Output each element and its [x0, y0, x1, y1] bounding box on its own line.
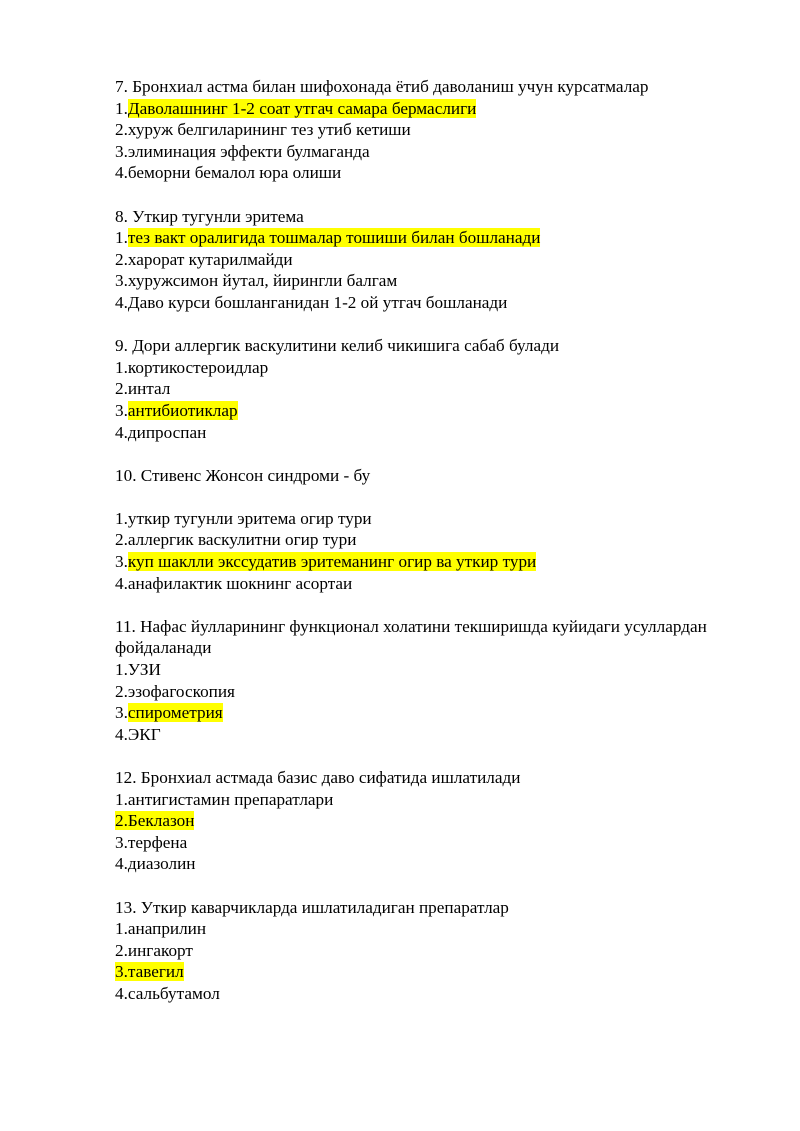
answer-text: дипроспан — [127, 422, 207, 442]
question-text: 9. Дори аллергик васкулитини келиб чикишига сабаб булади — [115, 336, 560, 356]
answer-option — [115, 292, 715, 314]
question-block — [115, 897, 715, 1005]
answer-text: терфена — [127, 832, 188, 852]
answer-number: 4. — [115, 854, 128, 874]
answer-option — [115, 249, 715, 271]
correct-answer-text: Беклазон — [127, 811, 195, 831]
answer-option — [115, 789, 715, 811]
answer-number: 1. — [115, 919, 128, 939]
question-text: 13. Уткир каварчикларда ишлатиладиган препаратлар — [115, 897, 509, 917]
answer-option — [115, 141, 715, 163]
correct-answer-text: спирометрия — [127, 703, 223, 723]
answer-option — [115, 400, 715, 422]
answer-number: 3. — [115, 552, 128, 572]
question-text: 8. Уткир тугунли эритема — [115, 206, 304, 226]
answer-number: 2. — [115, 249, 128, 269]
question-text: 7. Бронхиал астма билан шифохонада ётиб даволаниш учун курсатмалар — [115, 77, 649, 96]
answer-text: элиминация эффекти булмаганда — [127, 141, 370, 161]
answer-text: беморни бемалол юра олиши — [127, 163, 342, 183]
correct-answer-text: куп шаклли экссудатив эритеманинг огир ва уткир тури — [127, 552, 537, 572]
answer-number: 4. — [115, 983, 128, 1003]
answer-option — [115, 227, 715, 249]
answer-text: интал — [127, 379, 171, 399]
answer-option — [115, 551, 715, 573]
answer-number: 1. — [115, 228, 128, 248]
answer-option — [115, 983, 715, 1005]
answer-option — [115, 724, 715, 746]
question-text: 12. Бронхиал астмада базис даво сифатида ишлатилади — [115, 768, 521, 787]
blank-line — [115, 486, 715, 508]
correct-answer-text: тавегил — [127, 962, 184, 982]
answer-text: УЗИ — [127, 660, 161, 680]
answer-option — [115, 961, 715, 983]
answer-number: 1. — [115, 660, 128, 680]
answer-number: 3. — [115, 400, 128, 420]
answer-text: хуружсимон йутал, йирингли балгам — [127, 271, 398, 291]
answer-text: эзофагоскопия — [127, 681, 235, 701]
answer-number: 4. — [115, 163, 128, 183]
answer-text: аллергик васкулитни огир тури — [127, 530, 357, 550]
answer-option — [115, 853, 715, 875]
answer-number: 1. — [115, 789, 128, 809]
answer-text: анафилактик шокнинг асортаи — [127, 573, 353, 593]
answer-option — [115, 681, 715, 703]
answer-text: ЭКГ — [127, 724, 161, 744]
answer-option — [115, 270, 715, 292]
answer-text: ингакорт — [127, 940, 193, 960]
answer-number: 1. — [115, 508, 128, 528]
answer-option — [115, 529, 715, 551]
answer-text: кортикостероидлар — [127, 357, 269, 377]
answer-option — [115, 422, 715, 444]
question-block — [115, 465, 715, 595]
answer-option — [115, 98, 715, 120]
correct-answer-text: антибиотиклар — [127, 400, 238, 420]
answer-number: 4. — [115, 724, 128, 744]
answer-option — [115, 918, 715, 940]
answer-number: 4. — [115, 292, 128, 312]
answer-option — [115, 940, 715, 962]
answer-number: 3. — [115, 271, 128, 291]
answer-option — [115, 810, 715, 832]
correct-answer-text: Даволашнинг 1-2 соат утгач самара бермаслиги — [127, 98, 477, 118]
answer-text: анаприлин — [127, 919, 207, 939]
answer-number: 4. — [115, 422, 128, 442]
answer-option — [115, 378, 715, 400]
answer-text: харорат кутарилмайди — [127, 249, 293, 269]
answer-number: 3. — [115, 962, 128, 982]
answer-option — [115, 832, 715, 854]
answer-number: 2. — [115, 940, 128, 960]
answer-number: 2. — [115, 530, 128, 550]
answer-number: 2. — [115, 681, 128, 701]
answer-text: диазолин — [127, 854, 196, 874]
answer-option — [115, 162, 715, 184]
answer-number: 1. — [115, 357, 128, 377]
answer-option — [115, 659, 715, 681]
answer-option — [115, 573, 715, 595]
answer-option — [115, 119, 715, 141]
quiz-content — [115, 76, 715, 1026]
answer-text: хуруж белгиларининг тез утиб кетиши — [127, 120, 411, 140]
question-block — [115, 616, 715, 746]
answer-option — [115, 702, 715, 724]
answer-option — [115, 357, 715, 379]
answer-number: 1. — [115, 98, 128, 118]
answer-number: 2. — [115, 811, 128, 831]
correct-answer-text: тез вакт оралигида тошмалар тошиши билан бошланади — [127, 228, 541, 248]
answer-number: 4. — [115, 573, 128, 593]
answer-text: уткир тугунли эритема огир тури — [127, 508, 372, 528]
question-block — [115, 206, 715, 314]
answer-text: сальбутамол — [127, 983, 220, 1003]
answer-number: 3. — [115, 141, 128, 161]
question-text: 11. Нафас йулларининг функционал холатини текширишда куйидаги усуллардан фойдаланади — [115, 616, 707, 658]
question-block — [115, 767, 715, 875]
answer-option — [115, 508, 715, 530]
answer-text: антигистамин препаратлари — [127, 789, 334, 809]
answer-text: Даво курси бошланганидан 1-2 ой утгач бошланади — [127, 292, 508, 312]
answer-number: 3. — [115, 832, 128, 852]
answer-number: 2. — [115, 379, 128, 399]
question-block — [115, 335, 715, 443]
answer-number: 3. — [115, 703, 128, 723]
question-block — [115, 76, 715, 184]
question-text: 10. Стивенс Жонсон синдроми - бу — [115, 465, 371, 485]
answer-number: 2. — [115, 120, 128, 140]
